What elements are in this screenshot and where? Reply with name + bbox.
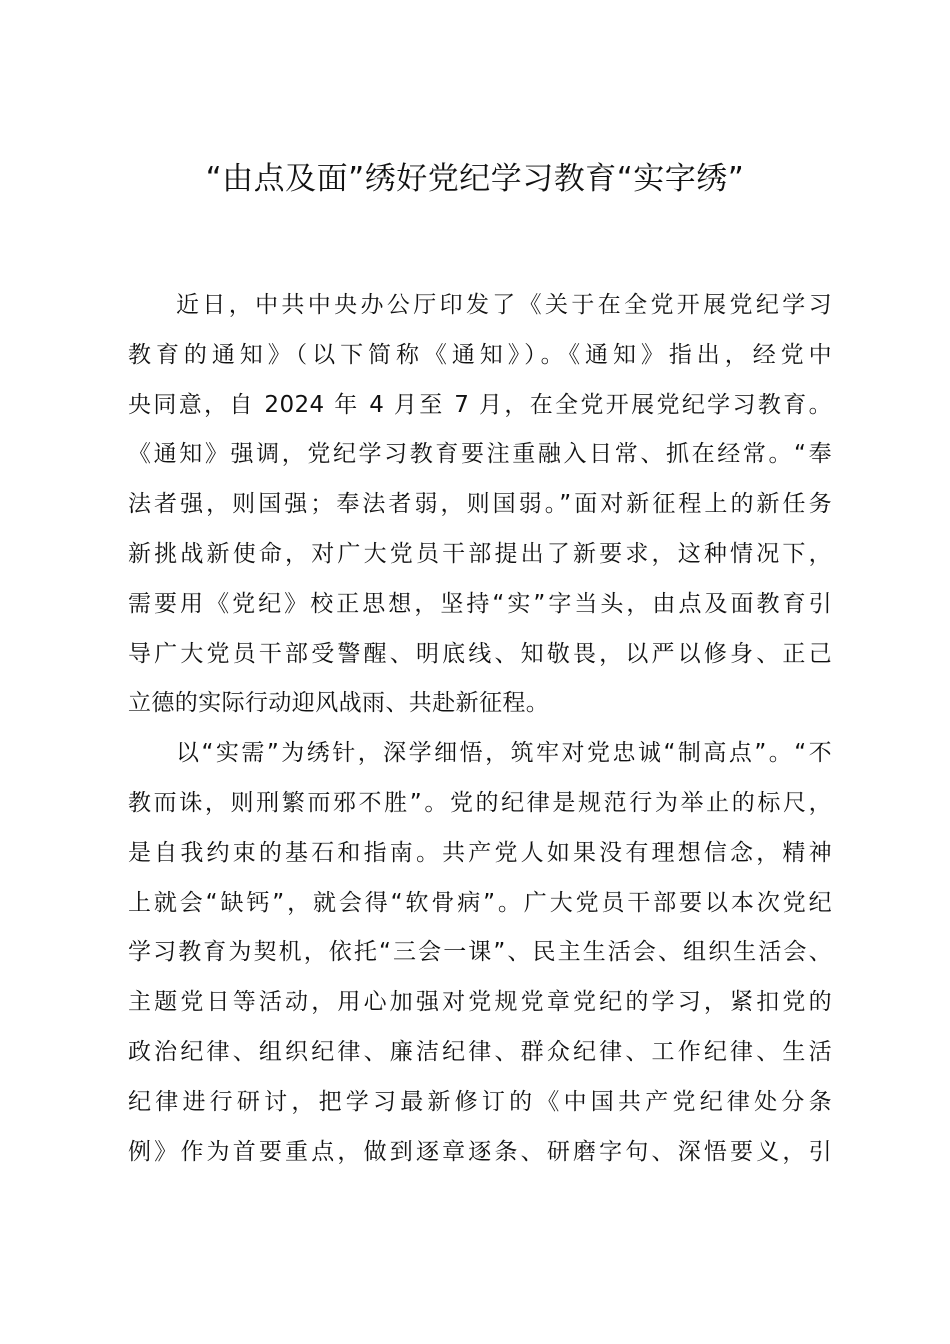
paragraph-line: 近日，中共中央办公厅印发了《关于在全党开展党纪学习 — [176, 292, 832, 318]
paragraph-2 — [128, 729, 850, 1177]
paragraph-line: 是自我约束的基石和指南。共产党人如果没有理想信念，精神 — [128, 839, 832, 866]
paragraph-line: 导广大党员干部受警醒、明底线、知敬畏，以严以修身、正己 — [128, 640, 832, 667]
paragraph-line: 《通知》强调，党纪学习教育要注重融入日常、抓在经常。“奉 — [128, 441, 832, 468]
paragraph-line: 例》作为首要重点，做到逐章逐条、研磨字句、深悟要义，引 — [128, 1138, 832, 1165]
paragraph-line: 上就会“缺钙”，就会得“软骨病”。广大党员干部要以本次党纪 — [128, 889, 832, 916]
document-title: “由点及面”绣好党纪学习教育“实字绣” — [205, 161, 745, 197]
paragraph-line: 政治纪律、组织纪律、廉洁纪律、群众纪律、工作纪律、生活 — [128, 1038, 832, 1065]
paragraph-line: 央同意，自 2024 年 4 月至 7 月，在全党开展党纪学习教育。 — [128, 391, 832, 418]
paragraph-line: 以“实需”为绣针，深学细悟，筑牢对党忠诚“制高点”。“不 — [176, 740, 832, 767]
paragraph-line: 学习教育为契机，依托“三会一课”、民主生活会、组织生活会、 — [128, 939, 832, 966]
paragraph-line: 立德的实际行动迎风战雨、共赴新征程。 — [128, 690, 550, 717]
document-body — [128, 281, 850, 1177]
paragraph-line: 教育的通知》（以下简称《通知》）。《通知》指出，经党中 — [128, 341, 832, 368]
paragraph-line: 法者强，则国强；奉法者弱，则国弱。”面对新征程上的新任务 — [128, 491, 832, 518]
paragraph-line: 纪律进行研讨，把学习最新修订的《中国共产党纪律处分条 — [128, 1088, 832, 1115]
paragraph-line: 新挑战新使命，对广大党员干部提出了新要求，这种情况下， — [128, 540, 832, 567]
paragraph-line: 教而诛，则刑繁而邪不胜”。党的纪律是规范行为举止的标尺， — [128, 789, 832, 816]
paragraph-line: 需要用《党纪》校正思想，坚持“实”字当头，由点及面教育引 — [128, 590, 832, 617]
paragraph-1 — [128, 281, 850, 729]
paragraph-line: 主题党日等活动，用心加强对党规党章党纪的学习，紧扣党的 — [128, 989, 832, 1016]
